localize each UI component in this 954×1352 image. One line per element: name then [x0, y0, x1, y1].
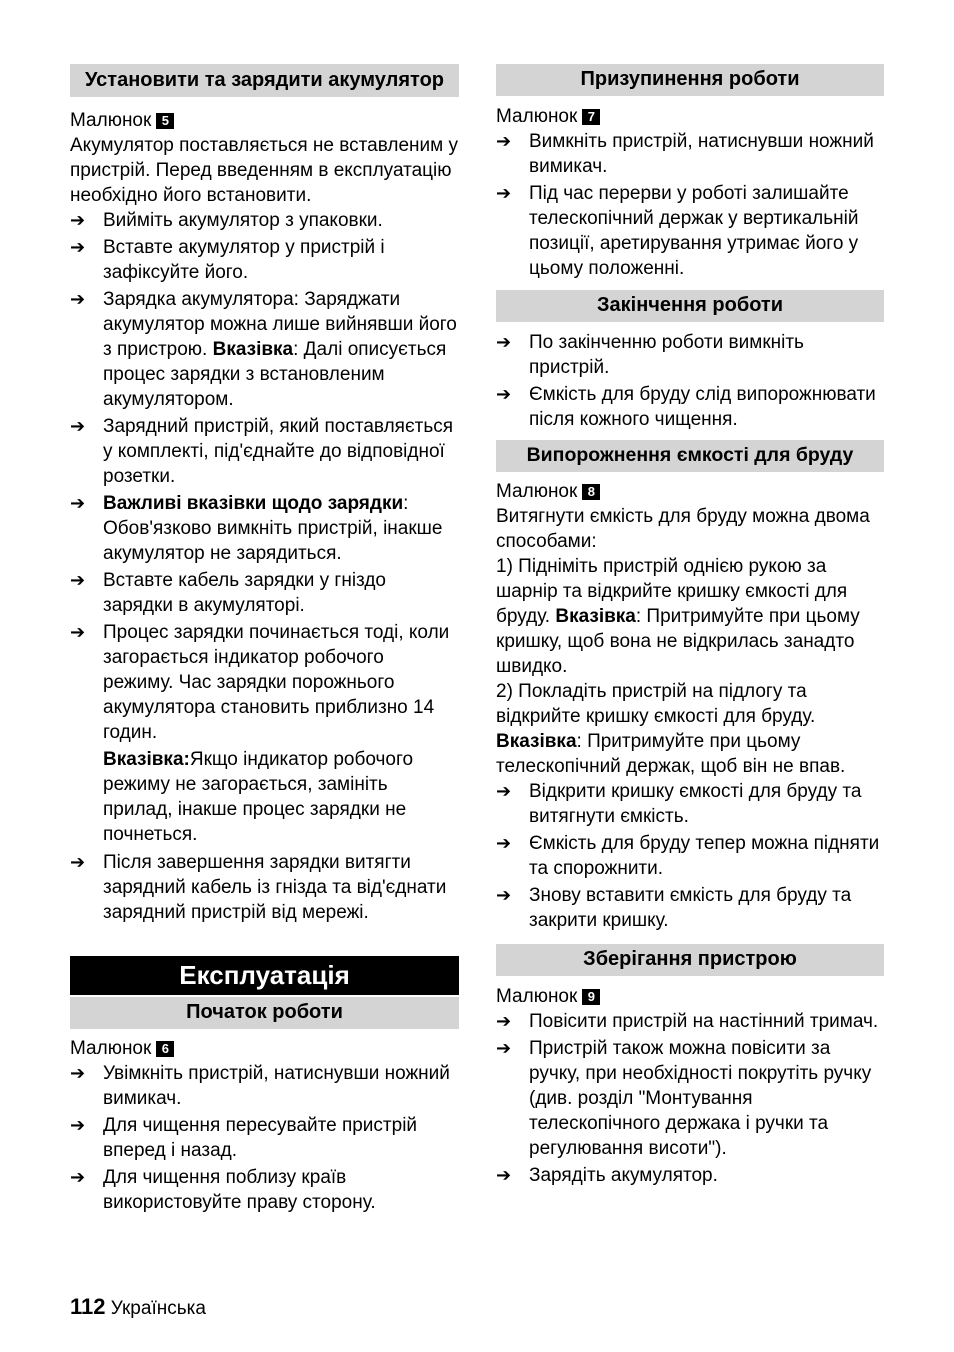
- paragraph: 2) Покладіть пристрій на підлогу та відкрийте кришку ємкості для бруду.: [496, 681, 816, 727]
- list-item: ➔ Ємкість для бруду слід випорожнювати після кожного чищення.: [496, 384, 876, 430]
- list-item: ➔ Важливі вказівки щодо зарядки: Обов'язково вимкніть пристрій, інакше акумулятор не зарядиться.: [70, 493, 443, 564]
- arrow-right-icon: ➔: [496, 131, 512, 151]
- arrow-right-icon: ➔: [70, 416, 86, 436]
- figure-ref: Малюнок 8: [496, 479, 884, 504]
- figure-number: 9: [582, 989, 600, 1005]
- section-title-storage: Зберігання пристрою: [496, 944, 884, 976]
- list-item: ➔ Відкрити кришку ємкості для бруду та витягнути ємкість.: [496, 781, 862, 827]
- paragraph: Вказівка: Притримуйте при цьому телескопічний держак, щоб він не впав.: [496, 731, 846, 777]
- figure-number: 5: [156, 113, 174, 129]
- paragraph: 1) Підніміть пристрій однією рукою за шарнір та відкрийте кришку ємкості для бруду. Вказівка: Притримуйте при цьому кришку, щоб вона не відкрилась занадто швидко.: [496, 556, 860, 677]
- section-title-start: Початок роботи: [70, 997, 459, 1029]
- list-item: ➔ Зарядний пристрій, який поставляється у комплекті, під'єднайте до відповідної розетки.: [70, 416, 454, 487]
- arrow-right-icon: ➔: [70, 1115, 86, 1135]
- paragraph: Акумулятор поставляється не вставленим у пристрій. Перед введенням в експлуатацію необхідно його встановити.: [70, 135, 458, 206]
- list-item: ➔ Під час перерви у роботі залишайте телескопічний держак у вертикальній позиції, аретирування утримає його у цьому положенні.: [496, 183, 859, 279]
- arrow-right-icon: ➔: [496, 1165, 512, 1185]
- arrow-right-icon: ➔: [496, 384, 512, 404]
- list-item: ➔ Вставте акумулятор у пристрій і зафіксуйте його.: [70, 237, 385, 283]
- bullet-list: [70, 850, 459, 925]
- arrow-right-icon: ➔: [70, 622, 86, 642]
- note: Вказівка:Якщо індикатор робочого режиму не загорається, замініть прилад, інакше процес зарядки не почнеться.: [103, 749, 414, 845]
- list-item: ➔ Вставте кабель зарядки у гніздо зарядки в акумуляторі.: [70, 570, 386, 616]
- bullet-list: [70, 1061, 459, 1215]
- arrow-right-icon: ➔: [70, 289, 86, 309]
- figure-number: 7: [582, 109, 600, 125]
- arrow-right-icon: ➔: [70, 1063, 86, 1083]
- list-item: ➔ Вийміть акумулятор з упаковки.: [70, 210, 383, 231]
- figure-number: 6: [156, 1041, 174, 1057]
- arrow-right-icon: ➔: [496, 833, 512, 853]
- page-footer: [70, 1294, 206, 1321]
- section-title-empty: Випорожнення ємкості для бруду: [496, 440, 884, 472]
- list-item: ➔ Вимкніть пристрій, натиснувши ножний вимикач.: [496, 131, 874, 177]
- arrow-right-icon: ➔: [496, 781, 512, 801]
- bullet-list: [496, 330, 884, 432]
- bullet-list: [496, 1009, 884, 1188]
- list-item: ➔ По закінченню роботи вимкніть пристрій.: [496, 332, 804, 378]
- footer-language: Українська: [110, 1298, 206, 1319]
- section-title-install: Установити та зарядити акумулятор: [70, 64, 459, 97]
- list-item: ➔ Для чищення пересувайте пристрій вперед і назад.: [70, 1115, 418, 1161]
- figure-ref: Малюнок 6: [70, 1036, 459, 1061]
- arrow-right-icon: ➔: [496, 332, 512, 352]
- list-item: ➔ Пристрій також можна повісити за ручку, при необхідності покрутіть ручку (див. розділ "Монтування телескопічного держака і ручки та регулювання висоти").: [496, 1038, 872, 1159]
- arrow-right-icon: ➔: [496, 1011, 512, 1031]
- list-item: ➔ Увімкніть пристрій, натиснувши ножний вимикач.: [70, 1063, 450, 1109]
- figure-ref: Малюнок 5: [70, 108, 459, 133]
- arrow-right-icon: ➔: [70, 210, 86, 230]
- figure-ref: Малюнок 7: [496, 104, 884, 129]
- arrow-right-icon: ➔: [70, 237, 86, 257]
- bullet-list: [70, 208, 459, 745]
- paragraph: Витягнути ємкість для бруду можна двома способами:: [496, 506, 870, 552]
- bullet-list: [496, 779, 884, 933]
- list-item: ➔ Знову вставити ємкість для бруду та закрити кришку.: [496, 885, 852, 931]
- list-item: ➔ Процес зарядки починається тоді, коли загорається індикатор робочого режиму. Час зарядки порожнього акумулятора становить приблизно 14 годин.: [70, 622, 450, 743]
- arrow-right-icon: ➔: [70, 570, 86, 590]
- list-item: ➔ Ємкість для бруду тепер можна підняти та спорожнити.: [496, 833, 880, 879]
- list-item: ➔ Повісити пристрій на настінний тримач.: [496, 1011, 879, 1032]
- bullet-list: [496, 129, 884, 281]
- arrow-right-icon: ➔: [70, 852, 86, 872]
- arrow-right-icon: ➔: [70, 493, 86, 513]
- section-title-finish: Закінчення роботи: [496, 290, 884, 322]
- section-title-pause: Призупинення роботи: [496, 64, 884, 96]
- list-item: ➔ Зарядка акумулятора: Заряджати акумулятор можна лише вийнявши його з пристрою. Вказівка: Далі описується процес зарядки з встановленим акумулятором.: [70, 289, 457, 410]
- page-number: 112: [70, 1294, 106, 1319]
- figure-ref: Малюнок 9: [496, 984, 884, 1009]
- arrow-right-icon: ➔: [496, 885, 512, 905]
- list-item: ➔ Зарядіть акумулятор.: [496, 1165, 718, 1186]
- right-column: [496, 64, 884, 1190]
- section-title-operation: Експлуатація: [70, 956, 459, 995]
- arrow-right-icon: ➔: [496, 183, 512, 203]
- arrow-right-icon: ➔: [70, 1167, 86, 1187]
- left-column: [70, 64, 459, 1217]
- arrow-right-icon: ➔: [496, 1038, 512, 1058]
- list-item: ➔ Для чищення поблизу країв використовуйте праву сторону.: [70, 1167, 376, 1213]
- figure-number: 8: [582, 484, 600, 500]
- list-item: ➔ Після завершення зарядки витягти зарядний кабель із гнізда та від'єднати зарядний пристрій від мережі.: [70, 852, 447, 923]
